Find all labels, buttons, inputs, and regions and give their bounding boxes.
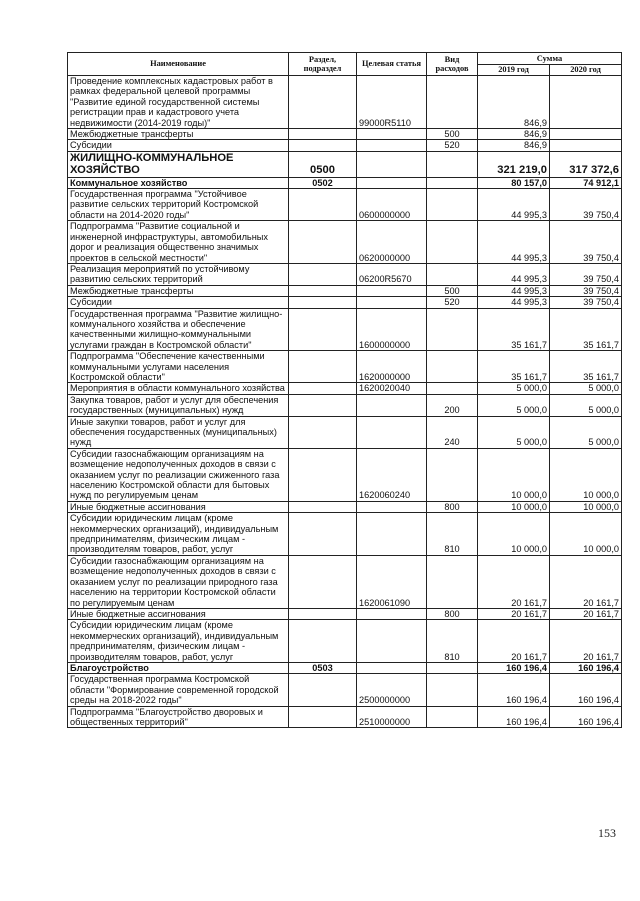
row-amount-2020 [550,140,622,151]
table-row [68,501,622,512]
row-expense-type: 200 [427,394,478,416]
header-expense-type: Вид расходов [427,53,478,76]
row-target [357,129,427,140]
header-year-2020: 2020 год [550,65,622,76]
table-row [68,177,622,188]
table-row [68,620,622,663]
row-amount-2019: 5 000,0 [478,394,550,416]
row-amount-2019: 5 000,0 [478,416,550,448]
row-name: Субсидии газоснабжающим организациям на возмещение недополученных доходов в связи с оказанием услуг по реализации сжиженного газа населению Костромской области для бытовых нужд по регулируемым ценам [68,448,289,501]
row-amount-2019: 44 995,3 [478,189,550,221]
row-target [357,513,427,556]
row-amount-2019: 44 995,3 [478,285,550,296]
row-amount-2020: 10 000,0 [550,501,622,512]
row-amount-2020: 35 161,7 [550,308,622,351]
row-section: 0503 [289,662,357,673]
row-name: Мероприятия в области коммунального хозяйства [68,383,289,394]
row-name: Субсидии [68,140,289,151]
row-expense-type: 520 [427,297,478,308]
row-expense-type [427,706,478,728]
row-amount-2020: 74 912,1 [550,177,622,188]
row-amount-2019: 20 161,7 [478,620,550,663]
row-expense-type: 810 [427,620,478,663]
row-amount-2020: 317 372,6 [550,151,622,177]
row-name: Закупка товаров, работ и услуг для обеспечения государственных (муниципальных) нужд [68,394,289,416]
row-expense-type [427,263,478,285]
row-target: 99000R5110 [357,76,427,129]
row-section [289,221,357,264]
row-expense-type [427,662,478,673]
row-section [289,383,357,394]
header-name: Наименование [68,53,289,76]
row-name: Субсидии газоснабжающим организациям на возмещение недополученных доходов в связи с оказанием услуг по реализации природного газа населению на территории Костромской области по регулируемым ценам [68,555,289,608]
row-amount-2019: 44 995,3 [478,221,550,264]
table-row [68,706,622,728]
row-amount-2019: 44 995,3 [478,297,550,308]
row-section [289,140,357,151]
row-target: 2500000000 [357,674,427,706]
row-section [289,706,357,728]
table-row [68,513,622,556]
row-expense-type [427,177,478,188]
table-row [68,308,622,351]
row-amount-2020: 5 000,0 [550,394,622,416]
table-row [68,140,622,151]
row-target [357,501,427,512]
row-target: 1620020040 [357,383,427,394]
table-row [68,394,622,416]
row-amount-2019: 160 196,4 [478,662,550,673]
row-name: ЖИЛИЩНО-КОММУНАЛЬНОЕ ХОЗЯЙСТВО [68,151,289,177]
row-name: Подпрограмма "Благоустройство дворовых и общественных территорий" [68,706,289,728]
header-year-2019: 2019 год [478,65,550,76]
row-amount-2019: 20 161,7 [478,608,550,619]
row-name: Иные закупки товаров, работ и услуг для обеспечения государственных (муниципальных) нужд [68,416,289,448]
row-amount-2020 [550,76,622,129]
row-expense-type [427,308,478,351]
row-expense-type [427,189,478,221]
header-sum: Сумма [478,53,622,65]
table-row [68,297,622,308]
row-target [357,662,427,673]
row-expense-type [427,448,478,501]
table-row [68,662,622,673]
row-target: 1600000000 [357,308,427,351]
row-amount-2020: 20 161,7 [550,620,622,663]
table-row [68,351,622,383]
row-amount-2020: 20 161,7 [550,608,622,619]
row-amount-2020: 39 750,4 [550,297,622,308]
row-target [357,151,427,177]
row-name: Благоустройство [68,662,289,673]
table-row [68,129,622,140]
row-amount-2019: 35 161,7 [478,351,550,383]
row-expense-type [427,555,478,608]
row-amount-2019: 846,9 [478,140,550,151]
row-amount-2019: 5 000,0 [478,383,550,394]
row-target [357,394,427,416]
row-name: Коммунальное хозяйство [68,177,289,188]
table-row [68,151,622,177]
row-amount-2020: 39 750,4 [550,221,622,264]
row-section [289,308,357,351]
header-target: Целевая статья [357,53,427,76]
row-section [289,674,357,706]
table-row [68,416,622,448]
row-target [357,285,427,296]
row-amount-2020: 39 750,4 [550,285,622,296]
row-expense-type: 800 [427,608,478,619]
row-target [357,620,427,663]
row-expense-type: 500 [427,129,478,140]
table-row [68,285,622,296]
row-target: 1620000000 [357,351,427,383]
row-name: Межбюджетные трансферты [68,285,289,296]
row-target: 1620061090 [357,555,427,608]
row-amount-2019: 20 161,7 [478,555,550,608]
row-section [289,608,357,619]
row-expense-type: 810 [427,513,478,556]
row-section [289,351,357,383]
row-name: Подпрограмма "Обеспечение качественными коммунальными услугами населения Костромской области" [68,351,289,383]
row-amount-2019: 10 000,0 [478,513,550,556]
table-row [68,555,622,608]
row-target [357,140,427,151]
row-name: Государственная программа "Развитие жилищно-коммунального хозяйства и обеспечение качественными жилищно-коммунальными услугами граждан в Костромской области" [68,308,289,351]
row-expense-type [427,351,478,383]
row-amount-2019: 846,9 [478,76,550,129]
row-section [289,76,357,129]
row-expense-type [427,221,478,264]
row-expense-type [427,383,478,394]
row-amount-2020: 5 000,0 [550,416,622,448]
row-amount-2019: 160 196,4 [478,674,550,706]
row-section [289,448,357,501]
row-amount-2020: 10 000,0 [550,448,622,501]
row-name: Субсидии [68,297,289,308]
row-amount-2020: 160 196,4 [550,662,622,673]
row-amount-2019: 10 000,0 [478,448,550,501]
row-section [289,555,357,608]
row-expense-type: 500 [427,285,478,296]
table-body [68,76,622,728]
row-section: 0502 [289,177,357,188]
row-amount-2019: 35 161,7 [478,308,550,351]
row-target: 0620000000 [357,221,427,264]
row-amount-2019: 10 000,0 [478,501,550,512]
row-amount-2019: 44 995,3 [478,263,550,285]
row-expense-type: 240 [427,416,478,448]
row-name: Межбюджетные трансферты [68,129,289,140]
row-expense-type [427,674,478,706]
row-amount-2019: 321 219,0 [478,151,550,177]
table-row [68,448,622,501]
row-amount-2020 [550,129,622,140]
row-target: 0600000000 [357,189,427,221]
table-row [68,674,622,706]
row-name: Субсидии юридическим лицам (кроме некоммерческих организаций), индивидуальным предпринимателям, физическим лицам - производителям товаров, работ, услуг [68,513,289,556]
row-name: Проведение комплексных кадастровых работ в рамках федеральной целевой программы "Развитие единой государственной системы регистрации прав и кадастрового учета недвижимости (2014-2019 годы)" [68,76,289,129]
row-section [289,501,357,512]
table-row [68,189,622,221]
row-target [357,608,427,619]
row-amount-2020: 160 196,4 [550,674,622,706]
row-expense-type [427,151,478,177]
row-section [289,394,357,416]
row-amount-2019: 80 157,0 [478,177,550,188]
row-amount-2020: 160 196,4 [550,706,622,728]
row-amount-2019: 160 196,4 [478,706,550,728]
row-expense-type: 800 [427,501,478,512]
header-section: Раздел, подраздел [289,53,357,76]
row-section [289,129,357,140]
row-section [289,297,357,308]
row-amount-2020: 35 161,7 [550,351,622,383]
row-name: Иные бюджетные ассигнования [68,608,289,619]
row-name: Реализация мероприятий по устойчивому развитию сельских территорий [68,263,289,285]
row-name: Иные бюджетные ассигнования [68,501,289,512]
row-amount-2020: 5 000,0 [550,383,622,394]
table-row [68,221,622,264]
row-name: Подпрограмма "Развитие социальной и инженерной инфраструктуры, автомобильных дорог и реализация общественно значимых проектов в сельской местности" [68,221,289,264]
row-section [289,189,357,221]
row-name: Государственная программа Костромской области "Формирование современной городской среды на 2018-2022 годы" [68,674,289,706]
budget-table [67,52,622,728]
row-target: 2510000000 [357,706,427,728]
row-target [357,416,427,448]
row-amount-2020: 10 000,0 [550,513,622,556]
row-amount-2020: 39 750,4 [550,189,622,221]
row-target: 1620060240 [357,448,427,501]
row-section [289,285,357,296]
page-number: 153 [598,826,616,840]
row-expense-type: 520 [427,140,478,151]
row-target [357,297,427,308]
table-row [68,383,622,394]
row-amount-2019: 846,9 [478,129,550,140]
row-section [289,620,357,663]
table-row [68,76,622,129]
table-row [68,263,622,285]
row-amount-2020: 39 750,4 [550,263,622,285]
row-name: Государственная программа "Устойчивое развитие сельских территорий Костромской области на 2014-2020 годы" [68,189,289,221]
row-target: 06200R5670 [357,263,427,285]
row-amount-2020: 20 161,7 [550,555,622,608]
row-section [289,513,357,556]
row-section [289,416,357,448]
row-section [289,263,357,285]
row-section: 0500 [289,151,357,177]
table-row [68,608,622,619]
row-name: Субсидии юридическим лицам (кроме некоммерческих организаций), индивидуальным предпринимателям, физическим лицам - производителям товаров, работ, услуг [68,620,289,663]
row-expense-type [427,76,478,129]
row-target [357,177,427,188]
